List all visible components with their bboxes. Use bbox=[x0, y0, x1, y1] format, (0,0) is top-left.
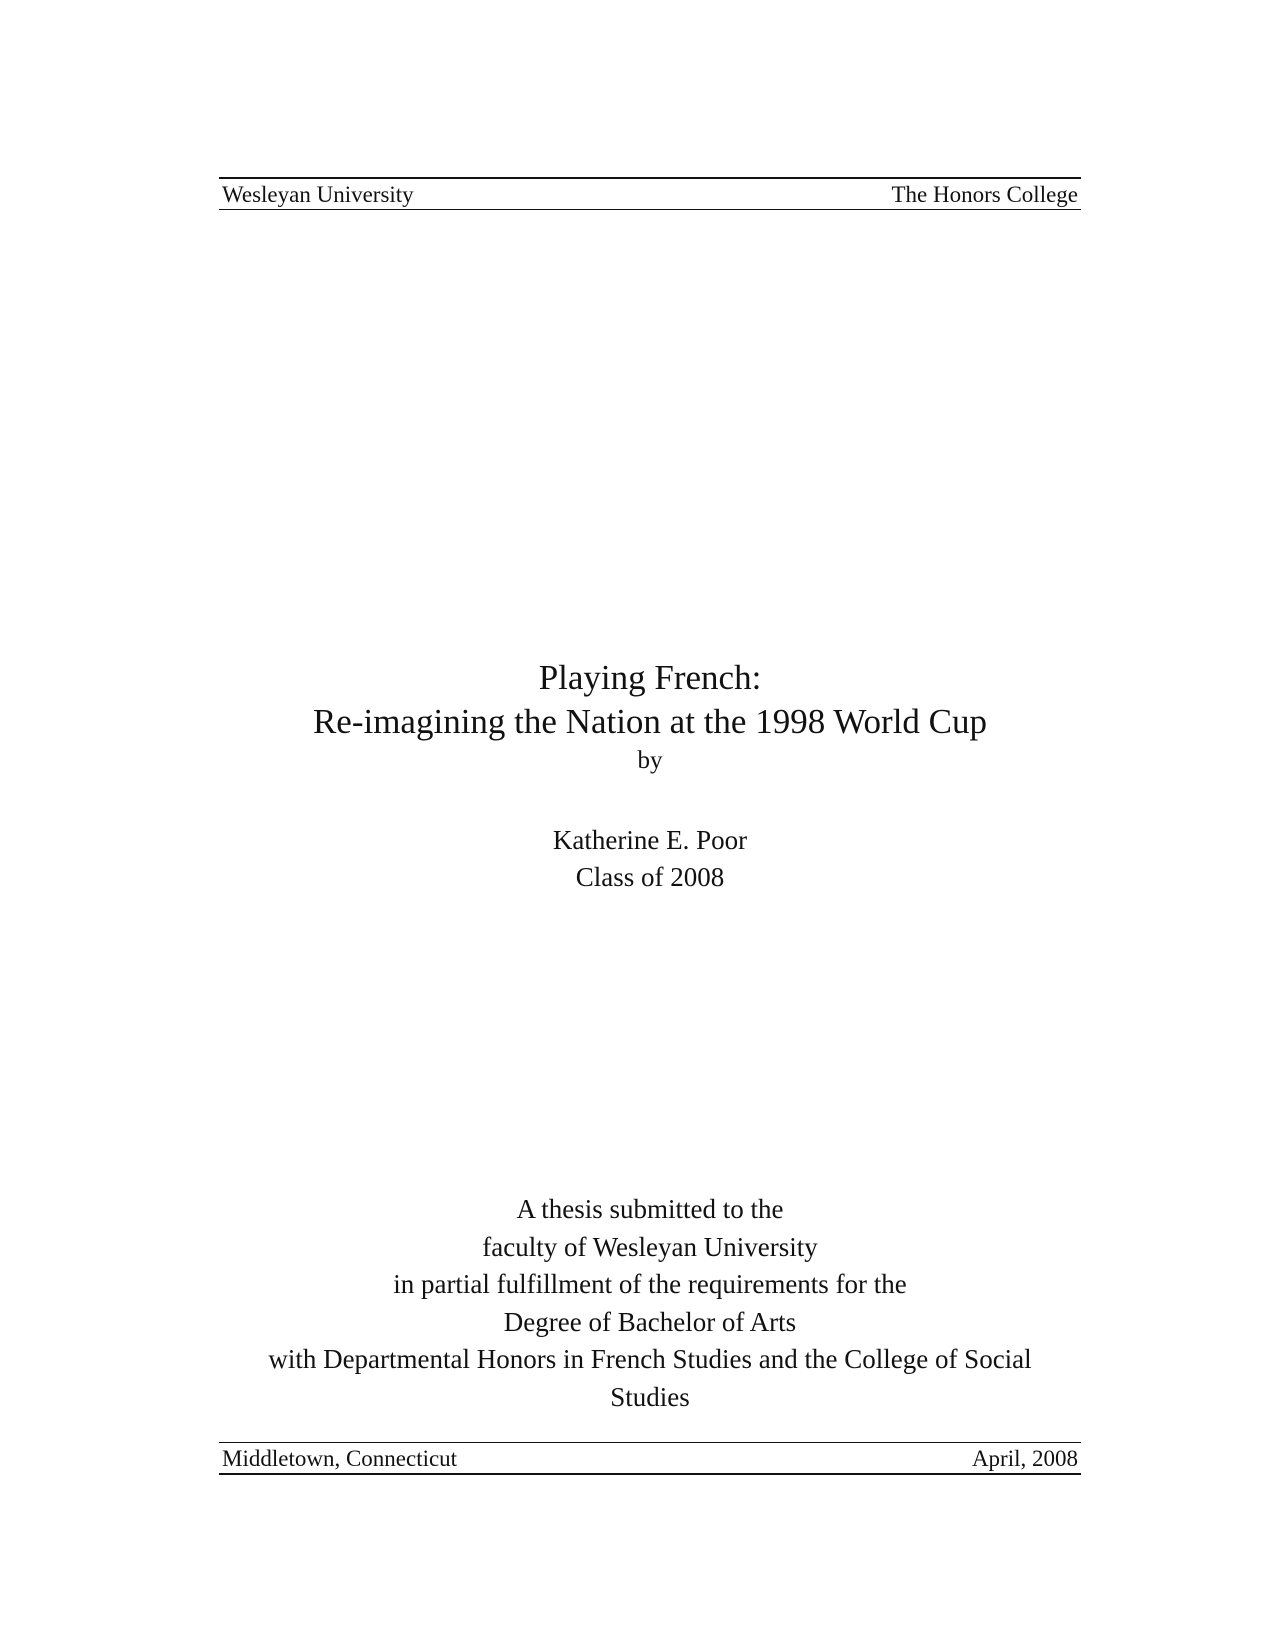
footer-bar bbox=[219, 1442, 1081, 1475]
header-college: The Honors College bbox=[891, 181, 1078, 207]
thesis-title-line-2: Re-imagining the Nation at the 1998 World Cup bbox=[312, 702, 988, 741]
footer-location: Middletown, Connecticut bbox=[222, 1445, 458, 1471]
author-name: Katherine E. Poor bbox=[552, 825, 748, 855]
statement-line: with Departmental Honors in French Studies and the College of Social bbox=[268, 1344, 1032, 1374]
thesis-title-block bbox=[219, 656, 1081, 777]
by-label: by bbox=[637, 747, 663, 774]
submission-statement bbox=[219, 1191, 1081, 1416]
statement-line: A thesis submitted to the bbox=[516, 1194, 784, 1224]
statement-line: Studies bbox=[610, 1381, 690, 1412]
statement-line: Degree of Bachelor of Arts bbox=[503, 1306, 797, 1337]
author-block bbox=[219, 822, 1081, 896]
header-bar bbox=[219, 177, 1081, 210]
footer-date: April, 2008 bbox=[971, 1445, 1078, 1471]
thesis-title-line-1: Playing French: bbox=[538, 658, 762, 697]
header-institution: Wesleyan University bbox=[222, 181, 414, 207]
statement-line: in partial fulfillment of the requirements for the bbox=[393, 1269, 907, 1299]
statement-line: faculty of Wesleyan University bbox=[482, 1231, 818, 1262]
author-class: Class of 2008 bbox=[575, 862, 725, 892]
